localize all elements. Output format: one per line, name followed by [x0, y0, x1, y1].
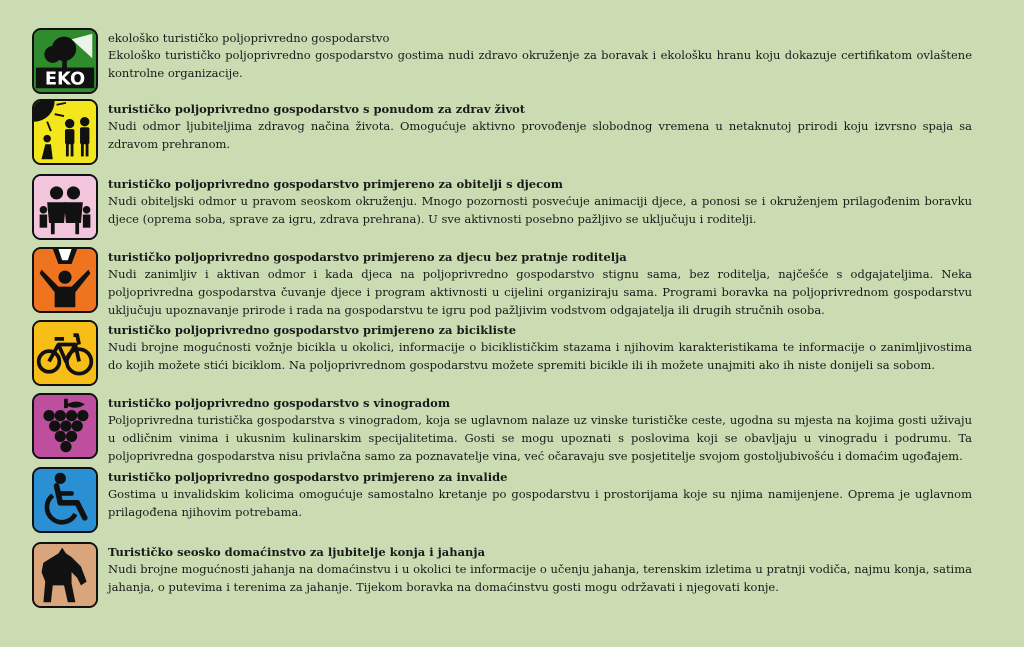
entry-description: Nudi brojne mogućnosti jahanja na domaćinstvu i u okolici te informacije o učenju jahanja, terenskim izletima u pratnji vodiča, najmu konja, satima jahanja, o putevima i terenima za jahanje. Tijekom boravka na domaćinstvu gosti mogu održavati i njegovati konje.: [108, 562, 972, 594]
child-icon: [32, 247, 98, 313]
wheelchair-icon: [32, 467, 98, 533]
entry-title: turističko poljoprivredno gospodarstvo s vinogradom: [108, 396, 450, 410]
eko-badge-text: EKO: [44, 68, 86, 90]
entry-description: Nudi odmor ljubiteljima zdravog načina života. Omogućuje aktivno provođenje slobodnog vremena u netaknutoj prirodi koju izvrsno spaja sa zdravom prehranom.: [108, 119, 972, 151]
eko-tree-icon: [32, 28, 98, 94]
entry-title: ekološko turističko poljoprivredno gospodarstvo: [108, 31, 390, 45]
entry-title: turističko poljoprivredno gospodarstvo primjereno za invalide: [108, 470, 508, 484]
family-icon: [32, 174, 98, 240]
entry-title: Turističko seosko domaćinstvo za ljubitelje konja i jahanja: [108, 545, 486, 559]
entry-description: Nudi zanimljiv i aktivan odmor i kada djeca na poljoprivredno gospodarstvo stignu sama, bez roditelja, najčešće s odgajateljima. Neka poljoprivredna gospodarstva čuvanje djece i program aktivnosti u cijelini organiziraju sama. Programi boravka na poljoprivrednom gospodarstvu uključuju upoznavanje prirode i rada na gospodarstvu te igru pod pažljivim vodstvom odgajatelja ili drugih stručnih osoba.: [108, 267, 972, 317]
entry-title: turističko poljoprivredno gospodarstvo primjereno za obitelji s djecom: [108, 177, 563, 191]
entry-title: turističko poljoprivredno gospodarstvo primjereno za bicikliste: [108, 323, 517, 337]
bicycle-icon: [32, 320, 98, 386]
entry-description: Nudi obiteljski odmor u pravom seoskom okruženju. Mnogo pozornosti posvećuje animaciji djece, a ponosi se i okruženjem prilagođenim boravku djece (oprema soba, sprave za igru, zdrava prehrana). U sve aktivnosti posebno pažljivo se uključuju i roditelji.: [108, 194, 972, 226]
horse-icon: [32, 542, 98, 608]
entry-description: Gostima u invalidskim kolicima omogućuje samostalno kretanje po gospodarstvu i prostorijama koje su njima namijenjene. Oprema je uglavnom prilagođena njihovim potrebama.: [108, 487, 972, 519]
entry-title: turističko poljoprivredno gospodarstvo primjereno za djecu bez pratnje roditelja: [108, 250, 627, 264]
grapes-icon: [32, 393, 98, 459]
entry-description: Nudi brojne mogućnosti vožnje bicikla u okolici, informacije o biciklističkim stazama i njihovim karakteristikama te informacije o zanimljivostima do kojih možete stići biciklom. Na poljoprivrednom gospodarstvu možete spremiti bicikle ili ih možete unajmiti ako ih niste donijeli sa sobom.: [108, 340, 972, 372]
entry-title: turističko poljoprivredno gospodarstvo s ponudom za zdrav život: [108, 102, 526, 116]
entry-description: Ekološko turističko poljoprivredno gospodarstvo gostima nudi zdravo okruženje za boravak i ekološku hranu koju dokazuje certifikatom ovlaštene kontrolne organizacije.: [108, 48, 972, 80]
healthy-life-icon: [32, 99, 98, 165]
entry-description: Poljoprivredna turistička gospodarstva s vinogradom, koja se uglavnom nalaze uz vinske turističke ceste, ugodna su mjesta na kojima gosti uživaju u odličnim vinima i ukusnim kulinarskim specijalitetima. Gosti se mogu upoznati s poslovima koji se obavljaju u vinogradu i podrumu. Ta poljoprivredna gospodarstva nisu privlačna samo za poznavatelje vina, već očaravaju sve posjetitelje svojom gostoljubivošću i domaćim ugođajem.: [108, 413, 972, 463]
